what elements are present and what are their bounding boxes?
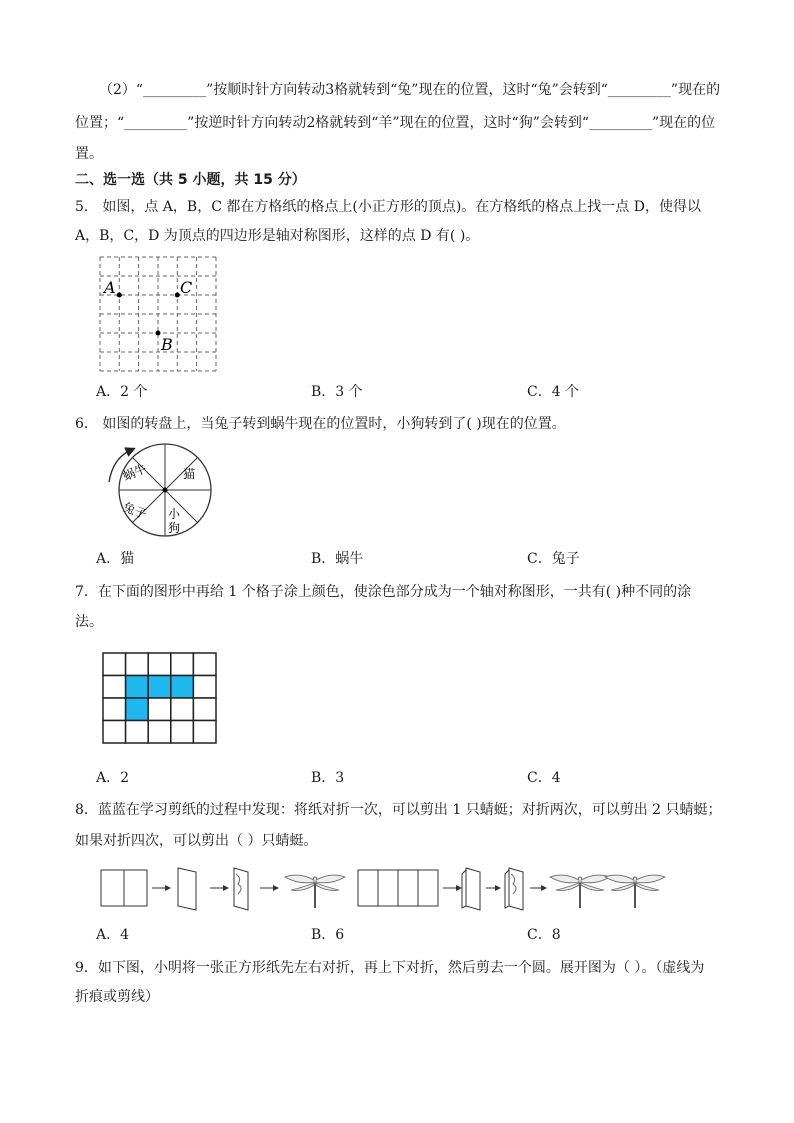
- dragonfly-2: [550, 875, 610, 908]
- dragonfly-1: [285, 875, 345, 908]
- grid-cell: [103, 676, 126, 699]
- q5-stem-line-2: A，B，C，D 为顶点的四边形是轴对称图形，这样的点 D 有( )。: [75, 228, 480, 244]
- q9-stem-line-1: 9．如下图，小明将一张正方形纸先左右对折，再上下对折，然后剪去一个圆。展开图为（ ）。（虚线为: [75, 960, 705, 976]
- wheel-label-snail: 蜗牛: [120, 461, 149, 484]
- q4-line-2: 位置；“_________”按逆时针方向转动2格就转到“羊”现在的位置，这时“狗”会转到“_________”现在的位: [75, 115, 716, 131]
- wheel-label-rabbit: 兔子: [121, 500, 149, 522]
- q7-grid-figure: [102, 652, 222, 747]
- point-a: [117, 293, 122, 298]
- grid-cell: [126, 721, 149, 744]
- label-c: C: [180, 278, 193, 297]
- grid-cell: [103, 698, 126, 721]
- q5-option-a[interactable]: A．2 个: [96, 384, 148, 400]
- label-a: A: [104, 278, 116, 297]
- grid-cell-colored: [148, 676, 171, 699]
- q7-stem-line-2: 法。: [75, 614, 103, 630]
- grid-cell: [126, 653, 149, 676]
- grid-cell: [103, 721, 126, 744]
- q5-option-c[interactable]: C．4 个: [527, 384, 580, 400]
- folded-paper-1: [178, 868, 196, 910]
- q7-option-a[interactable]: A．2: [96, 770, 130, 786]
- grid-cell: [193, 676, 216, 699]
- q7-option-b[interactable]: B．3: [311, 770, 345, 786]
- grid-cell: [193, 721, 216, 744]
- q8-option-b[interactable]: B．6: [311, 927, 345, 943]
- wheel-label-cat: 猫: [183, 467, 196, 481]
- q5-stem-line-1: 5． 如图，点 A，B，C 都在方格纸的格点上(小正方形的顶点)。在方格纸的格点上找一点 D，使得以: [75, 199, 701, 215]
- q8-folding-figure: [100, 860, 670, 920]
- section-title: 二、选一选（共 5 小题，共 15 分）: [75, 172, 306, 188]
- q7-option-c[interactable]: C．4: [527, 770, 561, 786]
- q4-line-3: 置。: [75, 146, 103, 162]
- q6-stem: 6． 如图的转盘上，当兔子转到蜗牛现在的位置时，小狗转到了( )现在的位置。: [75, 416, 566, 432]
- q6-option-a[interactable]: A．猫: [96, 551, 135, 567]
- q8-option-c[interactable]: C．8: [527, 927, 561, 943]
- q5-grid-figure: [100, 257, 220, 377]
- folded-paper-2: [466, 868, 480, 910]
- q6-option-b[interactable]: B．蜗牛: [311, 551, 364, 567]
- grid-cell: [193, 698, 216, 721]
- label-b: B: [161, 335, 173, 354]
- q8-option-a[interactable]: A．4: [96, 927, 130, 943]
- wheel-label-dog-1: 小: [168, 507, 181, 521]
- grid-cell-colored: [126, 676, 149, 699]
- q8-stem-line-2: 如果对折四次，可以剪出（ ）只蜻蜓。: [75, 833, 318, 849]
- q6-option-c[interactable]: C．兔子: [527, 551, 580, 567]
- grid-cell: [148, 698, 171, 721]
- q5-option-b[interactable]: B．3 个: [311, 384, 363, 400]
- wheel-label-dog-2: 狗: [168, 521, 181, 535]
- point-b: [156, 331, 161, 336]
- q9-stem-line-2: 折痕或剪线）: [75, 989, 159, 1005]
- q8-stem-line-1: 8．蓝蓝在学习剪纸的过程中发现：将纸对折一次，可以剪出 1 只蜻蜓；对折两次，可以剪出 2 只蜻蜓；: [75, 802, 722, 818]
- q7-stem-line-1: 7．在下面的图形中再给 1 个格子涂上颜色，使涂色部分成为一个轴对称图形，一共有( )种不同的涂: [75, 584, 692, 600]
- grid-cell-colored: [126, 698, 149, 721]
- q6-spinner-figure: [95, 442, 225, 562]
- grid-cell: [103, 653, 126, 676]
- grid-cell: [171, 698, 194, 721]
- grid-cell: [148, 721, 171, 744]
- grid-cell: [193, 653, 216, 676]
- grid-cell: [171, 653, 194, 676]
- q4-line-1: （2）“_________”按顺时针方向转动3格就转到“兔”现在的位置，这时“兔”会转到“_________”现在的: [99, 82, 721, 98]
- grid-cell: [171, 721, 194, 744]
- dragonfly-3: [605, 875, 665, 908]
- grid-cell: [148, 653, 171, 676]
- grid-cell-colored: [171, 676, 194, 699]
